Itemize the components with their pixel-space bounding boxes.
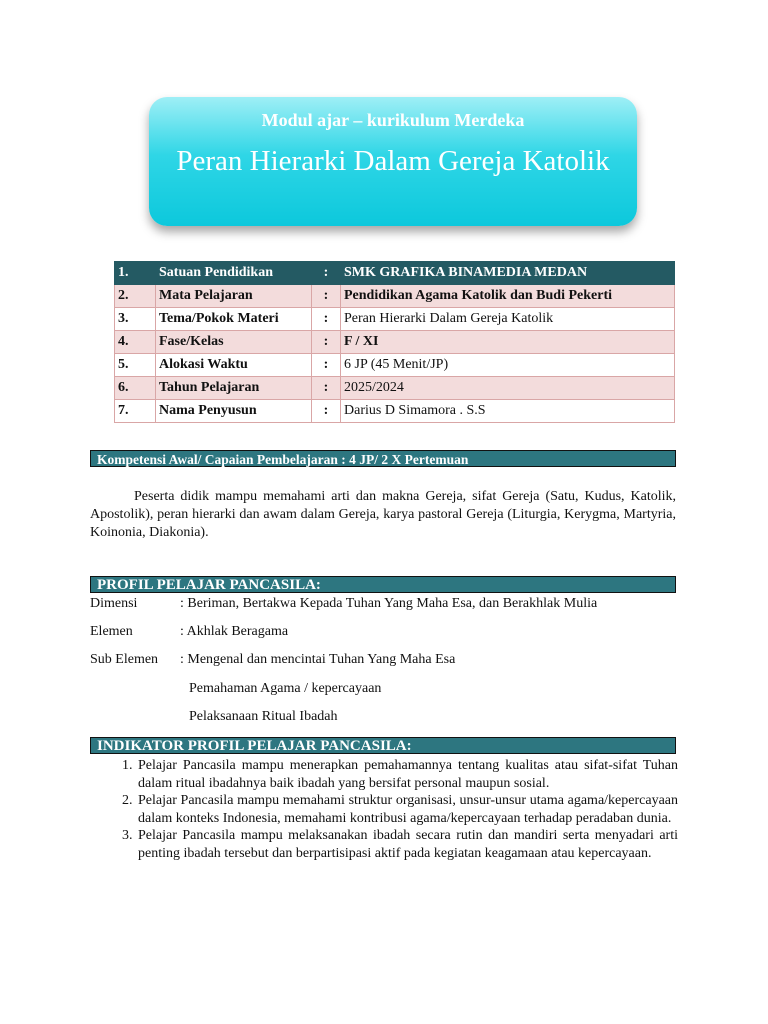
sub-elemen-extra: Pelaksanaan Ritual Ibadah bbox=[189, 709, 338, 724]
module-subtitle: Modul ajar – kurikulum Merdeka bbox=[261, 110, 525, 130]
list-item: 2. Pelajar Pancasila mampu memahami struktur organisasi, unsur-unsur utama agama/kepercayaan dalam konteks Indonesia, memahami kontribusi agama/kepercayaan terhadap peradaban dunia. bbox=[136, 792, 678, 827]
kompetensi-text: Peserta didik mampu memahami arti dan makna Gereja, sifat Gereja (Satu, Kudus, Katolik, Apostolik), peran hierarki dan awam dalam Gereja, karya pastoral Gereja (Liturgia, Kerygma, Martyria, Koinonia, Diakonia). bbox=[90, 489, 676, 540]
row-colon: : bbox=[312, 308, 341, 331]
row-value: Pendidikan Agama Katolik dan Budi Pekerti bbox=[341, 285, 675, 308]
title-banner bbox=[149, 97, 637, 226]
profil-heading: PROFIL PELAJAR PANCASILA: bbox=[90, 576, 676, 593]
row-number: 7. bbox=[115, 400, 156, 423]
row-number: 1. bbox=[115, 262, 156, 285]
table-row bbox=[115, 308, 675, 331]
row-value: 6 JP (45 Menit/JP) bbox=[341, 354, 675, 377]
module-title: Peran Hierarki Dalam Gereja Katolik bbox=[176, 145, 610, 177]
row-label: Tahun Pelajaran bbox=[156, 377, 312, 400]
table-row bbox=[115, 262, 675, 285]
row-number: 6. bbox=[115, 377, 156, 400]
row-value: SMK GRAFIKA BINAMEDIA MEDAN bbox=[341, 262, 675, 285]
table-row bbox=[115, 377, 675, 400]
row-colon: : bbox=[312, 262, 341, 285]
table-row bbox=[115, 331, 675, 354]
row-label: Mata Pelajaran bbox=[156, 285, 312, 308]
row-number: 4. bbox=[115, 331, 156, 354]
sub-elemen-value: : Mengenal dan mencintai Tuhan Yang Maha Esa bbox=[180, 652, 456, 667]
table-row bbox=[115, 400, 675, 423]
row-colon: : bbox=[312, 400, 341, 423]
row-value: Darius D Simamora . S.S bbox=[341, 400, 675, 423]
row-colon: : bbox=[312, 331, 341, 354]
row-number: 2. bbox=[115, 285, 156, 308]
row-label: Nama Penyusun bbox=[156, 400, 312, 423]
row-label: Fase/Kelas bbox=[156, 331, 312, 354]
row-number: 3. bbox=[115, 308, 156, 331]
row-colon: : bbox=[312, 377, 341, 400]
row-label: Satuan Pendidikan bbox=[156, 262, 312, 285]
row-number: 5. bbox=[115, 354, 156, 377]
sub-elemen-extra: Pemahaman Agama / kepercayaan bbox=[189, 681, 382, 696]
row-colon: : bbox=[312, 285, 341, 308]
identity-table bbox=[114, 261, 675, 423]
dimensi-label: Dimensi bbox=[90, 596, 138, 611]
sub-elemen-label: Sub Elemen bbox=[90, 652, 159, 667]
kompetensi-heading: Kompetensi Awal/ Capaian Pembelajaran : 4 JP/ 2 X Pertemuan bbox=[90, 450, 676, 467]
list-item: 3. Pelajar Pancasila mampu melaksanakan ibadah secara rutin dan mandiri serta menyadari arti penting ibadah tersebut dan berpartisipasi aktif pada kegiatan keagamaan atau kepercayaan. bbox=[136, 827, 678, 862]
table-row bbox=[115, 285, 675, 308]
row-colon: : bbox=[312, 354, 341, 377]
list-item: 1. Pelajar Pancasila mampu menerapkan pemahamannya tentang kualitas atau sifat-sifat Tuhan dalam ritual ibadahnya baik ibadah yang bersifat personal maupun sosial. bbox=[136, 757, 678, 792]
row-label: Tema/Pokok Materi bbox=[156, 308, 312, 331]
row-value: Peran Hierarki Dalam Gereja Katolik bbox=[341, 308, 675, 331]
row-label: Alokasi Waktu bbox=[156, 354, 312, 377]
dimensi-value: : Beriman, Bertakwa Kepada Tuhan Yang Maha Esa, dan Berakhlak Mulia bbox=[180, 596, 598, 611]
row-value: 2025/2024 bbox=[341, 377, 675, 400]
elemen-label: Elemen bbox=[90, 624, 133, 639]
row-value: F / XI bbox=[341, 331, 675, 354]
elemen-value: : Akhlak Beragama bbox=[180, 624, 289, 639]
table-row bbox=[115, 354, 675, 377]
indikator-heading: INDIKATOR PROFIL PELAJAR PANCASILA: bbox=[90, 737, 676, 754]
indikator-list bbox=[90, 757, 678, 862]
